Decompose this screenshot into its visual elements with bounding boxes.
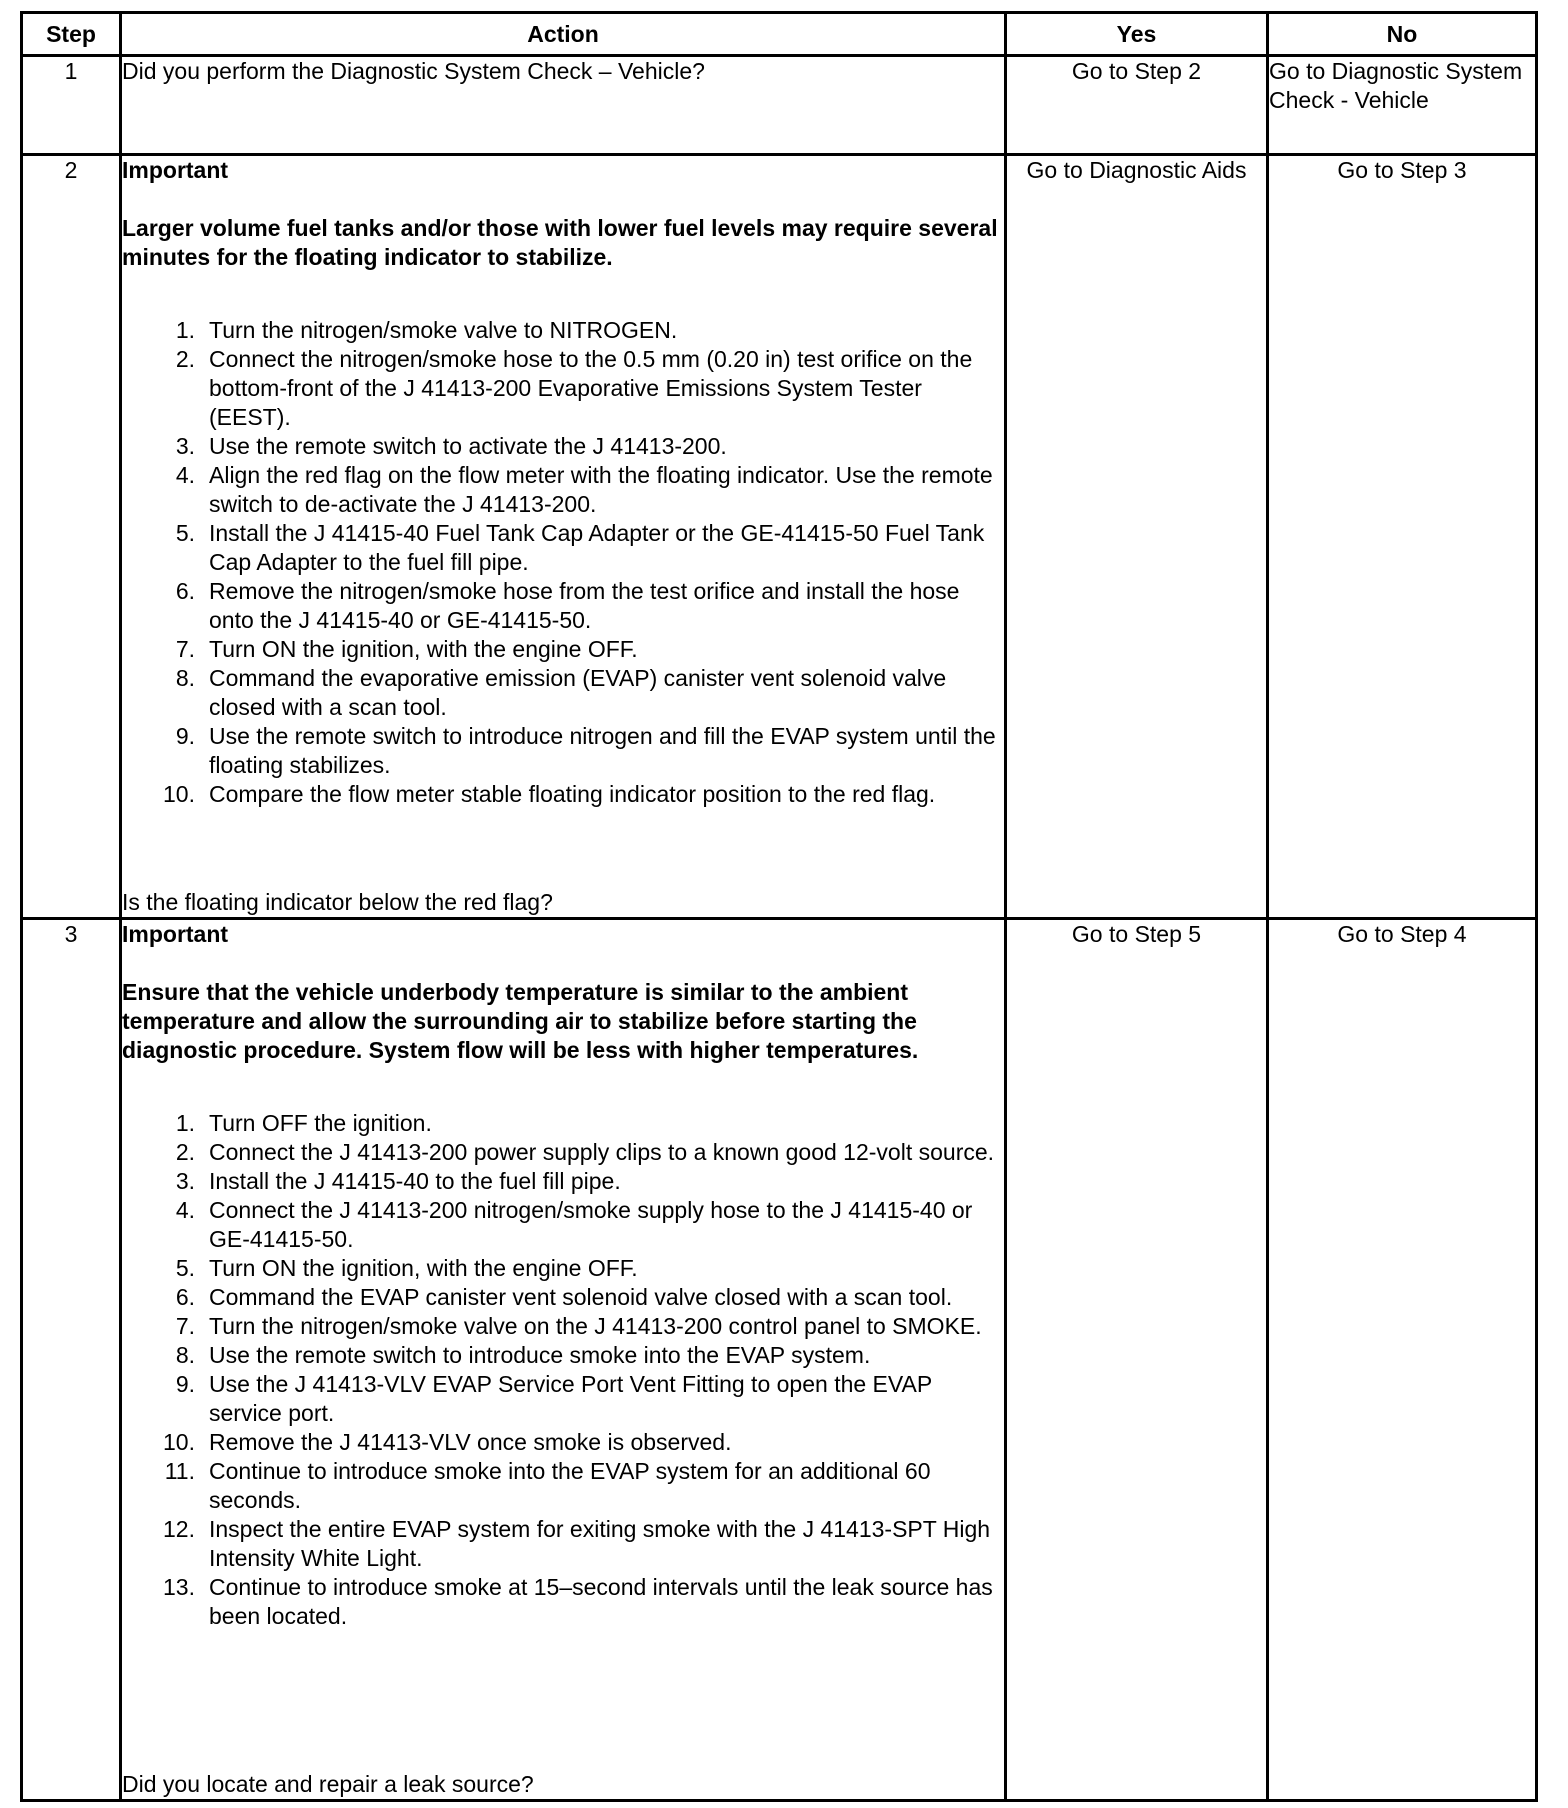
procedure-step-number: 7. bbox=[175, 636, 195, 662]
procedure-list bbox=[122, 1109, 1004, 1631]
procedure-step bbox=[122, 345, 1004, 432]
procedure-step bbox=[122, 1167, 1004, 1196]
important-note: Larger volume fuel tanks and/or those with lower fuel levels may require several minutes for the floating indicator to stabilize. bbox=[122, 215, 998, 270]
table-row-step-3 bbox=[22, 919, 1537, 1801]
procedure-step-text: Use the J 41413-VLV EVAP Service Port Vent Fitting to open the EVAP service port. bbox=[209, 1371, 932, 1426]
header-action: Action bbox=[121, 13, 1006, 56]
important-title: Important bbox=[122, 921, 229, 947]
procedure-step-number: 8. bbox=[175, 665, 195, 691]
procedure-step-text: Install the J 41415-40 to the fuel fill pipe. bbox=[209, 1168, 621, 1194]
procedure-step bbox=[122, 1109, 1004, 1138]
procedure-step-number: 2. bbox=[175, 1139, 195, 1165]
table-row-step-2 bbox=[22, 155, 1537, 919]
procedure-step-number: 2. bbox=[175, 346, 195, 372]
procedure-step-text: Use the remote switch to introduce nitrogen and fill the EVAP system until the floating stabilizes. bbox=[209, 723, 996, 778]
action-cell bbox=[121, 56, 1006, 155]
procedure-step-number: 7. bbox=[175, 1313, 195, 1339]
no-cell: Go to Diagnostic System Check - Vehicle bbox=[1268, 56, 1537, 155]
procedure-step-number: 3. bbox=[175, 1168, 195, 1194]
yes-cell: Go to Step 5 bbox=[1006, 919, 1268, 1801]
procedure-step-number: 10. bbox=[163, 1429, 195, 1455]
procedure-step-number: 1. bbox=[175, 317, 195, 343]
procedure-step-text: Continue to introduce smoke into the EVAP system for an additional 60 seconds. bbox=[209, 1458, 931, 1513]
action-question: Is the floating indicator below the red flag? bbox=[122, 889, 553, 915]
procedure-step-number: 8. bbox=[175, 1342, 195, 1368]
procedure-step-number: 5. bbox=[175, 520, 195, 546]
step-number: 2 bbox=[22, 155, 121, 919]
procedure-list bbox=[122, 316, 1004, 809]
procedure-step-number: 13. bbox=[163, 1574, 195, 1600]
procedure-step bbox=[122, 1515, 1004, 1573]
procedure-step-number: 12. bbox=[163, 1516, 195, 1542]
table-row-step-1 bbox=[22, 56, 1537, 155]
procedure-step bbox=[122, 577, 1004, 635]
procedure-step-text: Turn ON the ignition, with the engine OFF. bbox=[209, 636, 638, 662]
procedure-step bbox=[122, 432, 1004, 461]
procedure-step-text: Turn ON the ignition, with the engine OFF. bbox=[209, 1255, 638, 1281]
procedure-step bbox=[122, 780, 1004, 809]
procedure-step-text: Command the EVAP canister vent solenoid valve closed with a scan tool. bbox=[209, 1284, 953, 1310]
procedure-step-text: Command the evaporative emission (EVAP) canister vent solenoid valve closed with a scan tool. bbox=[209, 665, 947, 720]
procedure-step bbox=[122, 1341, 1004, 1370]
procedure-step-number: 11. bbox=[164, 1458, 195, 1484]
action-question: Did you locate and repair a leak source? bbox=[122, 1771, 534, 1797]
procedure-step-text: Remove the J 41413-VLV once smoke is observed. bbox=[209, 1429, 732, 1455]
procedure-step-number: 6. bbox=[175, 578, 195, 604]
step-number: 3 bbox=[22, 919, 121, 1801]
procedure-step bbox=[122, 664, 1004, 722]
procedure-step bbox=[122, 1283, 1004, 1312]
procedure-step bbox=[122, 461, 1004, 519]
procedure-step-text: Align the red flag on the flow meter with the floating indicator. Use the remote switch to de-activate the J 41413-200. bbox=[209, 462, 993, 517]
procedure-step bbox=[122, 1254, 1004, 1283]
procedure-step-text: Remove the nitrogen/smoke hose from the test orifice and install the hose onto the J 41415-40 or GE-41415-50. bbox=[209, 578, 960, 633]
diagnostic-table-container bbox=[20, 11, 1535, 1802]
procedure-step bbox=[122, 1573, 1004, 1631]
important-title: Important bbox=[122, 157, 229, 183]
procedure-step-text: Connect the nitrogen/smoke hose to the 0.5 mm (0.20 in) test orifice on the bottom-front of the J 41413-200 Evaporative Emissions System Tester (EEST). bbox=[209, 346, 973, 430]
header-yes: Yes bbox=[1006, 13, 1268, 56]
header-no: No bbox=[1268, 13, 1537, 56]
procedure-step bbox=[122, 1196, 1004, 1254]
procedure-step-text: Turn the nitrogen/smoke valve on the J 41413-200 control panel to SMOKE. bbox=[209, 1313, 982, 1339]
header-step: Step bbox=[22, 13, 121, 56]
step-number: 1 bbox=[22, 56, 121, 155]
procedure-step-number: 4. bbox=[175, 462, 195, 488]
procedure-step-text: Turn OFF the ignition. bbox=[209, 1110, 432, 1136]
procedure-step-number: 1. bbox=[175, 1110, 195, 1136]
yes-cell: Go to Diagnostic Aids bbox=[1006, 155, 1268, 919]
important-note: Ensure that the vehicle underbody temperature is similar to the ambient temperature and allow the surrounding air to stabilize before starting the diagnostic procedure. System flow will be less with higher temperatures. bbox=[122, 979, 919, 1063]
procedure-step-text: Use the remote switch to activate the J 41413-200. bbox=[209, 433, 727, 459]
no-cell: Go to Step 4 bbox=[1268, 919, 1537, 1801]
procedure-step-number: 9. bbox=[175, 1371, 195, 1397]
yes-cell: Go to Step 2 bbox=[1006, 56, 1268, 155]
procedure-step bbox=[122, 1428, 1004, 1457]
procedure-step-number: 6. bbox=[175, 1284, 195, 1310]
procedure-step bbox=[122, 635, 1004, 664]
procedure-step bbox=[122, 316, 1004, 345]
procedure-step-number: 4. bbox=[175, 1197, 195, 1223]
procedure-step-number: 10. bbox=[163, 781, 195, 807]
no-cell: Go to Step 3 bbox=[1268, 155, 1537, 919]
procedure-step-text: Connect the J 41413-200 power supply clips to a known good 12-volt source. bbox=[209, 1139, 995, 1165]
procedure-step-text: Turn the nitrogen/smoke valve to NITROGEN. bbox=[209, 317, 678, 343]
action-question: Did you perform the Diagnostic System Check – Vehicle? bbox=[122, 58, 705, 84]
procedure-step-text: Install the J 41415-40 Fuel Tank Cap Adapter or the GE-41415-50 Fuel Tank Cap Adapter to the fuel fill pipe. bbox=[209, 520, 985, 575]
procedure-step bbox=[122, 519, 1004, 577]
table-header-row bbox=[22, 13, 1537, 56]
procedure-step-number: 5. bbox=[175, 1255, 195, 1281]
procedure-step-text: Continue to introduce smoke at 15–second intervals until the leak source has been located. bbox=[209, 1574, 993, 1629]
procedure-step-text: Use the remote switch to introduce smoke into the EVAP system. bbox=[209, 1342, 871, 1368]
procedure-step-text: Inspect the entire EVAP system for exiting smoke with the J 41413-SPT High Intensity White Light. bbox=[209, 1516, 991, 1571]
procedure-step bbox=[122, 1370, 1004, 1428]
action-cell bbox=[121, 155, 1006, 919]
procedure-step bbox=[122, 1457, 1004, 1515]
action-cell bbox=[121, 919, 1006, 1801]
procedure-step bbox=[122, 1138, 1004, 1167]
procedure-step bbox=[122, 722, 1004, 780]
procedure-step bbox=[122, 1312, 1004, 1341]
diagnostic-table bbox=[20, 11, 1538, 1802]
procedure-step-number: 9. bbox=[175, 723, 195, 749]
procedure-step-number: 3. bbox=[175, 433, 195, 459]
procedure-step-text: Connect the J 41413-200 nitrogen/smoke supply hose to the J 41415-40 or GE-41415-50. bbox=[209, 1197, 973, 1252]
procedure-step-text: Compare the flow meter stable floating indicator position to the red flag. bbox=[209, 781, 936, 807]
